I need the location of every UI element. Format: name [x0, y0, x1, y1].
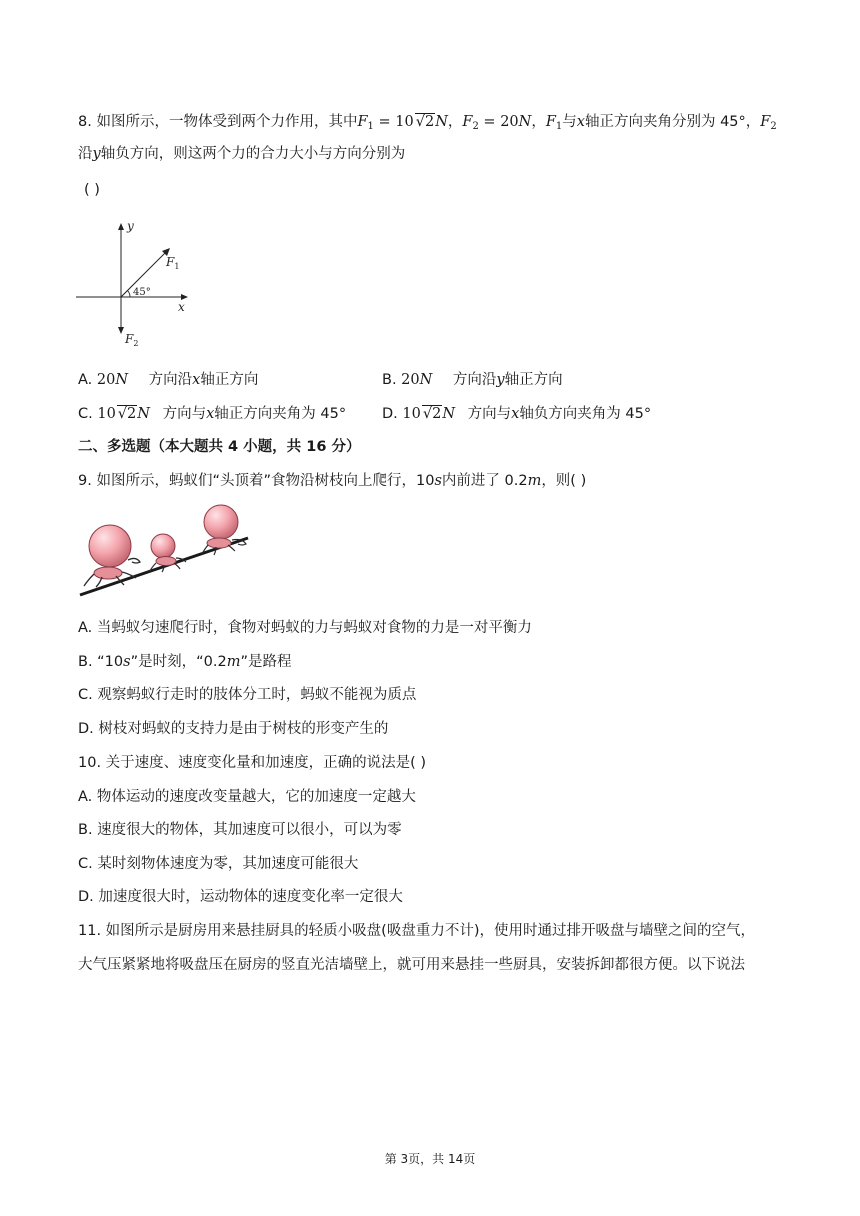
q9-stem: 9. 如图所示，蚂蚁们“头顶着”食物沿树枝向上爬行，10s内前进了 0.2m，则( ): [78, 473, 587, 489]
y-axis-label: y: [127, 219, 134, 233]
f2-arrow: [118, 327, 124, 334]
q10-option-c[interactable]: C. 某时刻物体速度为零，其加速度可能很大: [78, 856, 359, 872]
f1-label: $F_1$: [166, 255, 180, 271]
angle-arc: [128, 291, 131, 298]
angle-label: 45°: [133, 287, 151, 298]
sqrt-symbol: √2: [422, 406, 442, 422]
q11-stem-line1: 11. 如图所示是厨房用来悬挂厨具的轻质小吸盘(吸盘重力不计)，使用时通过排开吸盘与墙壁之间的空气，: [78, 923, 755, 939]
q9-option-d[interactable]: D. 树枝对蚂蚁的支持力是由于树枝的形变产生的: [78, 721, 389, 737]
q8-answer-bracket: ( ): [84, 182, 100, 198]
ant-3: [202, 505, 246, 555]
page-footer: 第 3页，共 14页: [384, 1152, 476, 1166]
q9-option-a[interactable]: A. 当蚂蚁匀速爬行时，食物对蚂蚁的力与蚂蚁对食物的力是一对平衡力: [78, 620, 532, 636]
q8-option-a[interactable]: A. 20N 方向沿x轴正方向: [78, 372, 259, 388]
q9-option-c[interactable]: C. 观察蚂蚁行走时的肢体分工时，蚂蚁不能视为质点: [78, 687, 417, 703]
q10-option-d[interactable]: D. 加速度很大时，运动物体的速度变化率一定很大: [78, 889, 403, 905]
f2-label: $F_2$: [125, 332, 139, 348]
q10-stem: 10. 关于速度、速度变化量和加速度，正确的说法是( ): [78, 755, 427, 771]
x-axis-label: x: [178, 300, 185, 314]
q10-option-a[interactable]: A. 物体运动的速度改变量越大，它的加速度一定越大: [78, 789, 416, 805]
q8-stem-line1: 8. 如图所示，一物体受到两个力作用，其中$F_1 = 10$ √2N，$F_2 = 20N$，$F_1$与x轴正方向夹角分别为 45°，$F_2$: [78, 114, 777, 132]
sqrt-symbol: √2: [415, 114, 435, 130]
q8-option-b[interactable]: B. 20N 方向沿y轴正方向: [382, 372, 563, 388]
q8-option-c[interactable]: C. 10 √2N 方向与x轴正方向夹角为 45°: [78, 406, 347, 422]
sqrt-symbol: √2: [117, 406, 137, 422]
ants-illustration: [76, 502, 256, 602]
q8-number: 8.: [78, 114, 92, 130]
q8-force-diagram: [70, 215, 200, 355]
q8-stem-line2: 沿y轴负方向，则这两个力的合力大小与方向分别为: [78, 146, 406, 162]
q10-option-b[interactable]: B. 速度很大的物体，其加速度可以很小，可以为零: [78, 822, 402, 838]
y-axis-arrow: [118, 223, 124, 230]
q11-stem-line2: 大气压紧紧地将吸盘压在厨房的竖直光洁墙壁上，就可用来悬挂一些厨具，安装拆卸都很方便。以下说法: [78, 957, 745, 973]
section-title: 二、多选题（本大题共 4 小题，共 16 分）: [78, 439, 361, 455]
q9-option-b[interactable]: B. “10s”是时刻，“0.2m”是路程: [78, 654, 292, 670]
q8-option-d[interactable]: D. 10 √2N 方向与x轴负方向夹角为 45°: [382, 406, 652, 422]
